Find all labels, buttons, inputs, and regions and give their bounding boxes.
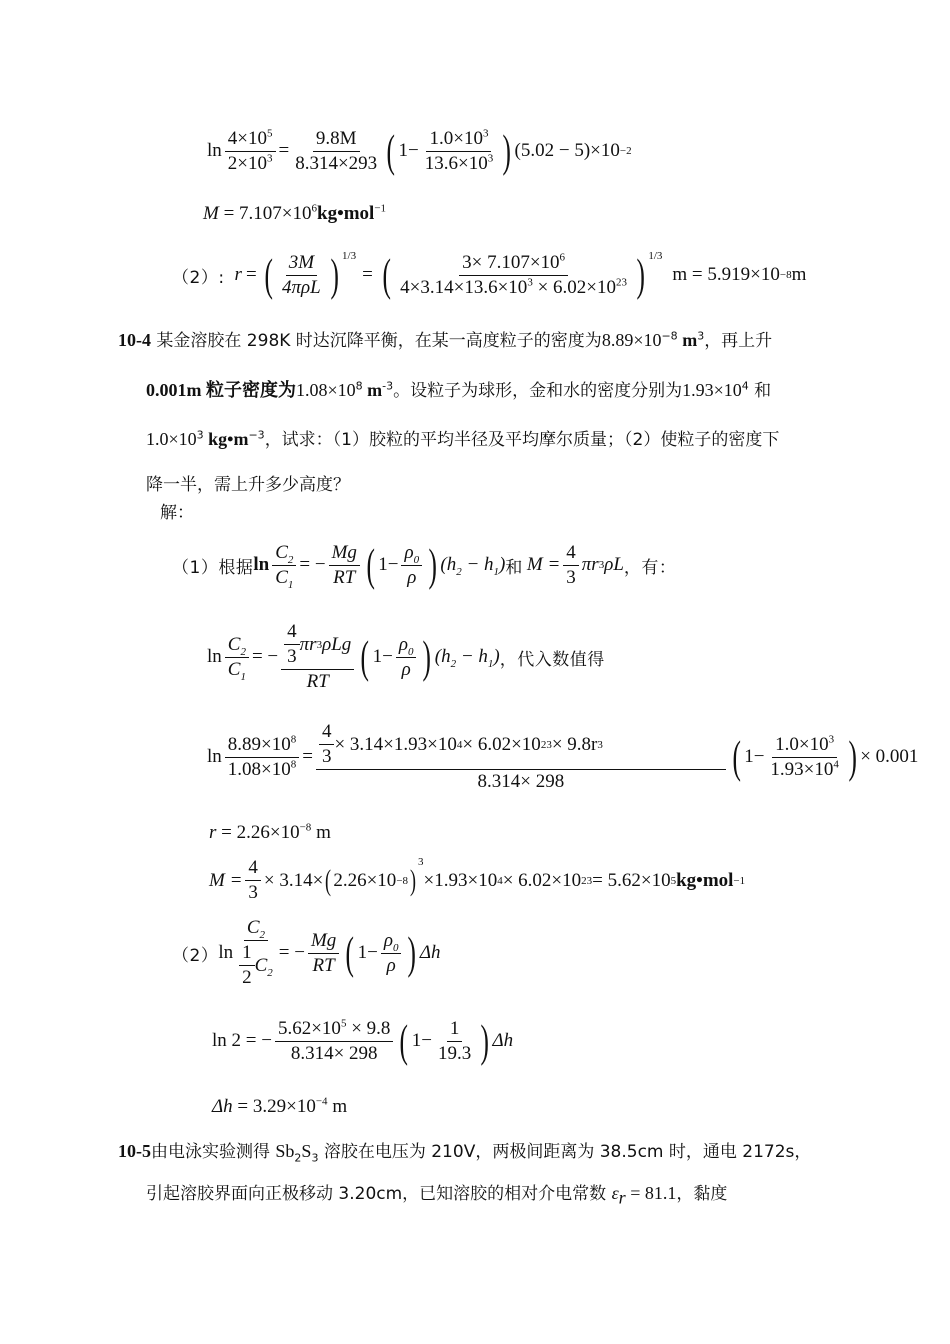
num-3m: 3M: [286, 253, 317, 276]
c2: C: [275, 541, 288, 563]
fraction-3m: [279, 253, 324, 298]
mid-den: 8.314×293: [295, 152, 378, 174]
c2-den: C: [254, 954, 268, 976]
rhs: = 3.29×10: [232, 1096, 316, 1117]
equals-sign: =: [245, 264, 257, 285]
fraction-lhs: [225, 735, 299, 780]
rho-l: ρL: [604, 554, 624, 575]
lhs-den-exp: 8: [290, 758, 297, 771]
fraction-mg: [308, 931, 339, 976]
unit: kg•mol: [317, 203, 375, 224]
text: ，试求：（1）胶粒的平均半径及平均摩尔质量；（2）使粒子的密度下: [264, 430, 780, 450]
fraction-lhs: [225, 129, 276, 174]
term-d: ×1.93×10: [423, 869, 498, 891]
c2-num: C: [246, 917, 260, 938]
num-values: 3× 7.107×10: [462, 251, 560, 273]
text-end: 和: [748, 381, 772, 401]
ln-symbol: ln: [218, 942, 234, 963]
text: 由电泳实验测得: [151, 1142, 276, 1162]
den-exp-2: 23: [616, 276, 627, 289]
num: 5.62×10: [277, 1017, 341, 1039]
lhs-den: 1.08×10: [227, 758, 291, 780]
one-minus: 1−: [398, 140, 419, 161]
fraction-rho: [767, 735, 841, 780]
ln-symbol: ln: [207, 746, 222, 767]
one-minus: 1−: [378, 554, 399, 575]
num-rest: × 9.8: [346, 1017, 391, 1039]
lhs-num: 4×10: [227, 127, 267, 149]
one-minus: 1−: [411, 1030, 432, 1051]
delta-h: Δh: [492, 1030, 514, 1051]
value: 1.08×10: [296, 380, 356, 400]
lhs-den-exp: 3: [267, 152, 273, 165]
num-values-exp: 6: [559, 251, 566, 264]
fraction-rho: $\frac{\rho_0}{\rho}$: [401, 543, 422, 588]
fraction-c: $\frac{C_2}{C_1}$: [272, 543, 296, 588]
unit: m: [311, 822, 331, 843]
unit: m: [677, 330, 698, 350]
four: 4: [284, 622, 300, 645]
unit-exp: −3: [248, 428, 265, 442]
mg: Mg: [308, 931, 339, 954]
den-4pirhol: 4πρL: [282, 276, 321, 298]
text: 降一半，需上升多少高度？: [146, 475, 350, 495]
pi-r: πr: [581, 554, 599, 575]
chem-sub-2: 3: [311, 1151, 319, 1165]
chem-sb: Sb: [275, 1141, 295, 1161]
unit-exp: −1: [374, 202, 387, 215]
term-b: 2.26×10: [333, 869, 397, 891]
equation-1: ln $\frac{4\times 10^5}{2\times 10^3}$ = $\frac{9.8M}{8.314\times 293}$ ( 1− $\frac{1.0\times 10^3}{13.6\times 10^3}$ ) (5.02 − 5)×10 −2: [207, 125, 632, 176]
text: 某金溶胶在 298K 时达沉降平衡，在某一高度粒子的密度为: [156, 331, 602, 351]
num-c: × 9.8r: [551, 733, 598, 755]
delta-h: Δh: [419, 942, 441, 963]
fraction-values: [397, 253, 630, 298]
fraction-ratio: [435, 1019, 474, 1064]
chem-sub-1: 2: [294, 1151, 302, 1165]
lhs: Δh: [212, 1096, 233, 1117]
tail-term: (5.02 − 5)×10: [514, 140, 620, 161]
half-den: 2: [242, 967, 252, 988]
unit: m: [362, 380, 383, 400]
den: 8.314× 298: [477, 771, 565, 792]
fraction-values: [275, 1019, 393, 1064]
lhs-num-exp: 8: [290, 733, 297, 746]
value-2: 1.93×10: [682, 380, 742, 400]
and-text: 和: [505, 557, 523, 578]
num-exp: 5: [340, 1017, 347, 1030]
value-exp: −8: [661, 329, 678, 343]
unit: kg•mol: [676, 869, 734, 891]
unit-exp: -3: [382, 379, 394, 393]
result-unit: m: [791, 264, 807, 285]
fraction-mid: [292, 129, 380, 174]
rt: RT: [333, 566, 356, 588]
value-exp: 3: [196, 428, 204, 442]
equation-12: [212, 1096, 347, 1118]
value: 8.89×10: [601, 330, 662, 350]
pi-r: πr: [299, 633, 317, 655]
equation-7: ln $\frac{8.89\times 10^8}{1.08\times 10^8}$ = $\frac{4}{3}$ × 3.14×1.93×10 4 × 6.02×10 23 × 9.8r 3 8.314× 298 ( 1− $\frac{1.0\times 10^3}{1.93\times 10^4}$ ) × 0.001: [207, 721, 919, 792]
lhs-num-exp: 5: [267, 127, 273, 140]
problem-10-5-line-1: [118, 1140, 811, 1163]
part-label: （2）:: [172, 267, 225, 288]
ln-symbol: ln: [253, 554, 270, 575]
lhs-den: 2×10: [227, 152, 267, 174]
three: 3: [248, 882, 258, 903]
equals-minus: = −: [278, 942, 305, 963]
ln-symbol: ln: [207, 140, 222, 161]
three: 3: [566, 566, 576, 588]
r-symbol: r: [234, 264, 242, 285]
tail-term: × 0.001: [860, 746, 919, 767]
equation-8: [209, 822, 331, 844]
unit: kg•m: [203, 429, 249, 449]
text: 引起溶胶界面向正极移动 3.20cm，已知溶胶的相对介电常数: [146, 1184, 612, 1204]
equals-minus: = −: [251, 646, 279, 667]
tail-text: ，有：: [623, 557, 677, 578]
ratio-num: 1: [447, 1019, 463, 1042]
equation-11: ln 2 = − $\frac{5.62\times 10^5 \times 9.8}{8.314\times 298}$ ( 1− $\frac{1}{19.3}$ ) Δh: [212, 1015, 514, 1066]
half-num: 1: [239, 943, 255, 966]
rho-num-exp: 3: [482, 127, 489, 140]
rt: RT: [312, 954, 335, 976]
fraction-big: $\frac{4}{3}$ × 3.14×1.93×10 4 × 6.02×10 23 × 9.8r 3 8.314× 298: [316, 722, 726, 792]
fraction-c: $\frac{C_2}{C_1}$: [225, 635, 249, 680]
den: 8.314× 298: [290, 1042, 378, 1064]
rho-num: 1.0×10: [775, 733, 829, 755]
exp: −4: [315, 1095, 328, 1108]
rhs: = 2.26×10: [216, 822, 300, 843]
rho-den: 13.6×10: [424, 152, 488, 174]
rho0: ρ: [404, 541, 414, 563]
text-end: ，再上升: [704, 331, 773, 351]
part-label: （2）: [172, 945, 219, 966]
result: m = 5.919×10: [672, 264, 780, 285]
equation-2: [203, 203, 386, 225]
fraction-big: $\frac{4}{3}$ πr 3 ρLg RT: [281, 622, 354, 692]
lhs: ln 2 = −: [212, 1030, 272, 1051]
epsilon-sub: r: [618, 1187, 626, 1208]
tail-text: ，代入数值得: [499, 649, 605, 670]
den-values: 4×3.14×13.6×10: [400, 276, 528, 298]
lhs-num: 8.89×10: [227, 733, 291, 755]
term-a: × 3.14×: [263, 869, 324, 891]
equals-sign-2: =: [362, 264, 373, 285]
fraction-rho: $\frac{\rho_0}{\rho}$: [396, 635, 417, 680]
solution-label: [160, 502, 194, 524]
equation-3: （2）: r = ( $\frac{3M}{\text{4πρL}}$ ) 1/3 = ( $\frac{3\times 7.107\times 10^6}{4\times 3.14\times 13.6\times 10^3 \times 6.02\times 10^{23}}$ ) 1/3 m = 5.919×10 −8 m: [172, 249, 807, 300]
den-mid: × 6.02×10: [532, 276, 616, 298]
rhs: = 7.107×10: [218, 203, 312, 224]
c1: C: [275, 566, 288, 588]
one-minus: 1−: [357, 942, 378, 963]
equals-minus: = −: [299, 554, 326, 575]
equation-9: M = $\frac{4}{3}$ × 3.14× ( 2.26×10 −8 ) 3 ×1.93×10 4 × 6.02×10 23 = 5.62×10 5 kg•mol −1: [209, 856, 746, 903]
m-eq: M =: [526, 554, 561, 575]
rho-lg: ρLg: [322, 633, 352, 655]
exp: 6: [311, 202, 318, 215]
problem-10-4-line-4: [146, 474, 350, 496]
problem-number: 10-5: [118, 1141, 151, 1161]
text-mid: 。设粒子为球形，金和水的密度分别为: [393, 381, 683, 401]
value-exp: 8: [355, 379, 363, 393]
rt: RT: [306, 671, 329, 692]
four: 4: [245, 858, 261, 881]
value-2-exp: 4: [741, 379, 749, 393]
term-e: × 6.02×10: [502, 869, 582, 891]
text: 0.001m 粒子密度为: [146, 380, 296, 400]
unit: m: [327, 1096, 348, 1117]
problem-10-4-line-3: [146, 428, 779, 451]
rho-den-exp: 4: [833, 758, 839, 771]
result: = 5.62×10: [592, 869, 671, 891]
h-close: ): [499, 554, 506, 575]
value: 1.0×10: [146, 429, 197, 449]
fraction-4-3: [563, 543, 579, 588]
exp: −8: [299, 821, 312, 834]
equation-6: ln $\frac{C_2}{C_1}$ = − $\frac{4}{3}$ πr 3 ρLg RT ( 1− $\frac{\rho_0}{\rho}$ ) $(h_2 - h_1)$ ，代入数值得: [207, 621, 605, 692]
fraction-rho: [422, 129, 496, 174]
mg: Mg: [329, 543, 360, 566]
fraction-c-half: $C_2$ $\frac{1}{2}$ $C_2$: [236, 918, 276, 988]
unit-exp: 3: [697, 329, 705, 343]
lhs: M =: [209, 869, 243, 891]
one-minus: 1−: [372, 646, 393, 667]
problem-10-4-line-1: [118, 329, 772, 352]
four: 4: [319, 722, 335, 745]
num-b: × 6.02×10: [462, 733, 541, 755]
rho-num: 1.0×10: [429, 127, 483, 149]
num-a: × 3.14×1.93×10: [334, 733, 457, 755]
equation-10: （2） ln $C_2$ $\frac{1}{2}$ $C_2$ = − $\frac{Mg}{RT}$ ( 1− $\frac{\rho_0}{\rho}$ ) Δh: [172, 917, 441, 988]
den-exp-1: 3: [527, 276, 533, 289]
fraction-mg: [329, 543, 360, 588]
lhs: M: [203, 203, 219, 224]
equals-sign: =: [278, 140, 290, 161]
one-minus: 1−: [744, 746, 765, 767]
problem-10-4-line-2: [146, 379, 771, 402]
lhs: r: [209, 822, 217, 843]
rho-num-exp: 3: [828, 733, 835, 746]
problem-number: 10-4: [118, 330, 151, 350]
rho-den-exp: 3: [487, 152, 494, 165]
epsilon: ε: [611, 1183, 619, 1203]
fraction-4-3: [245, 858, 261, 903]
h-mid: − h: [461, 554, 494, 575]
problem-10-5-line-2: [146, 1182, 728, 1208]
fraction-rho: $\frac{\rho_0}{\rho}$: [381, 931, 402, 976]
mid-num: 9.8M: [313, 129, 360, 152]
part-label: （1）根据: [172, 557, 254, 578]
three: 3: [287, 646, 297, 667]
ratio-den: 19.3: [437, 1042, 472, 1064]
text-end: ，黏度: [676, 1184, 728, 1204]
rho-den: 1.93×10: [770, 758, 834, 780]
equals-sign: =: [302, 746, 313, 767]
three: 3: [321, 746, 332, 767]
text-end: 溶胶在电压为 210V，两极间距离为 38.5cm 时，通电 2172s，: [318, 1142, 812, 1162]
epsilon-value: = 81.1: [625, 1183, 677, 1203]
h-open: (h: [440, 554, 457, 575]
text: 解：: [160, 503, 194, 523]
chem-s: S: [301, 1141, 312, 1161]
four: 4: [563, 543, 579, 566]
ln-symbol: ln: [207, 646, 222, 667]
equation-5: （1）根据 ln $\frac{C_2}{C_1}$ = − $\frac{Mg}{RT}$ ( 1− $\frac{\rho_0}{\rho}$ ) $(h_2 - h_1)$ 和 M = $\frac{4}{3}$ πr 3 ρL ，有：: [172, 539, 677, 591]
rho: ρ: [407, 566, 417, 588]
